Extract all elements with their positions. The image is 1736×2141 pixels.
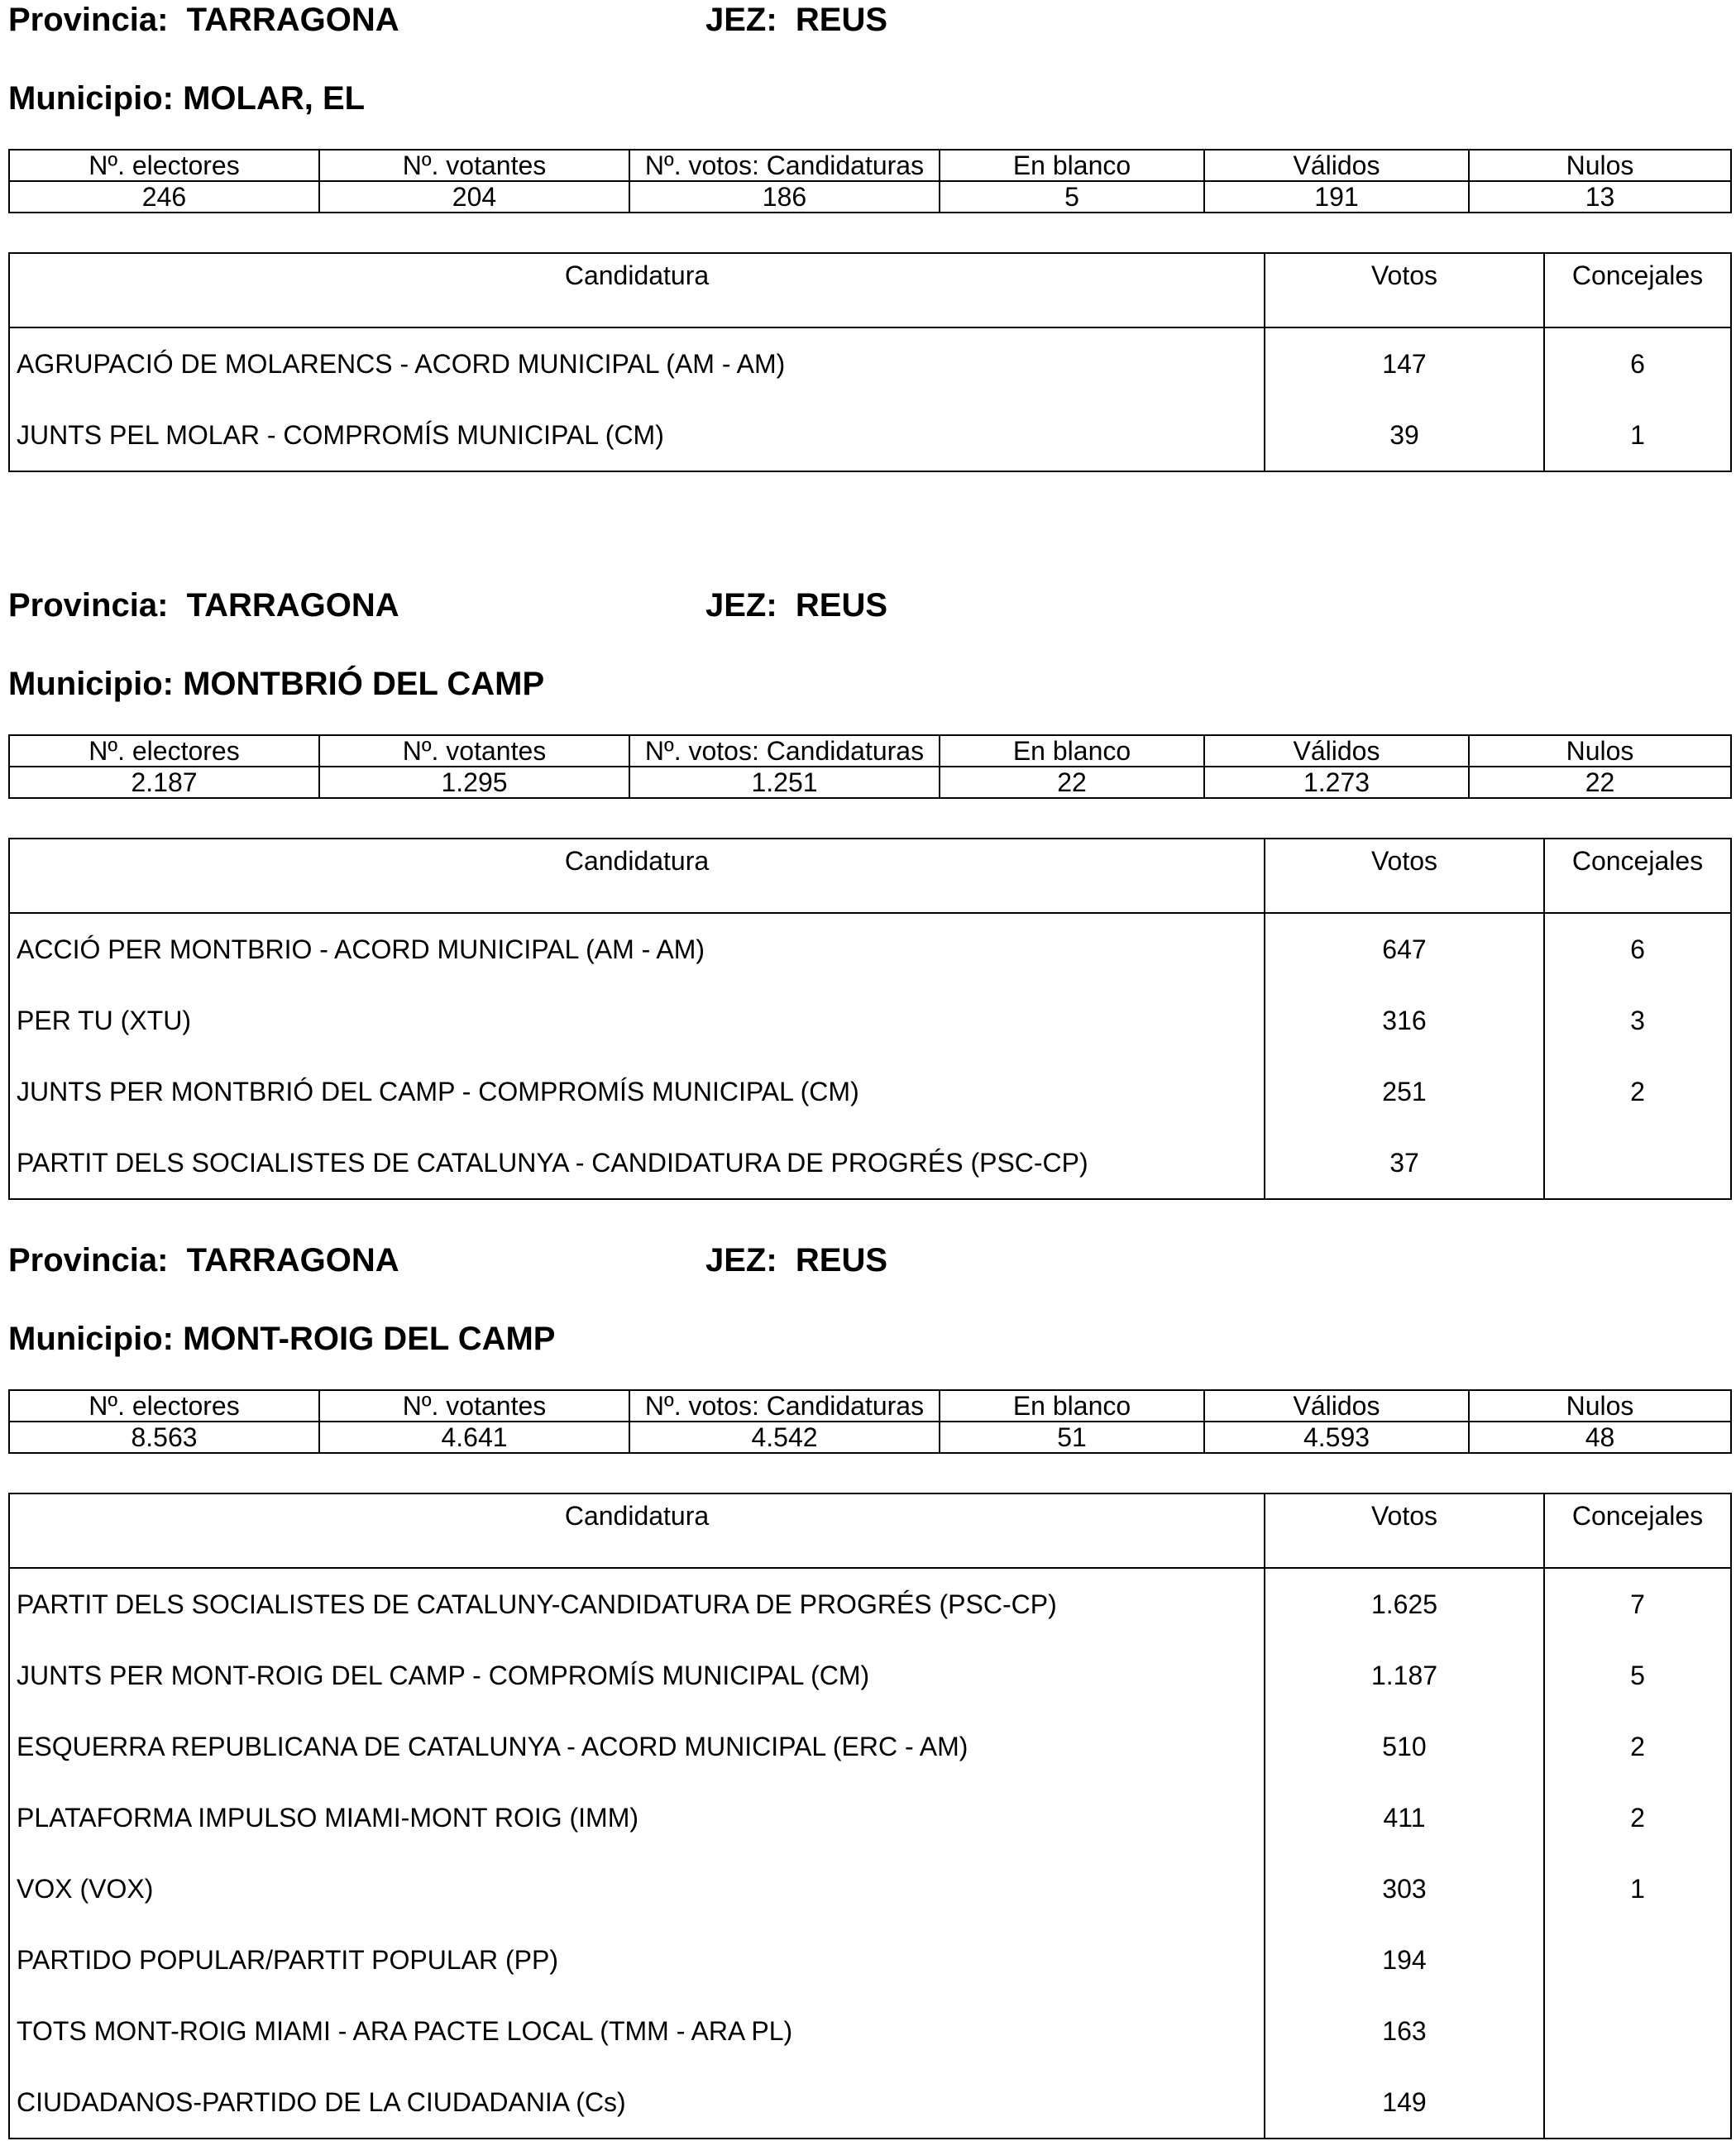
candidatura-name: VOX (VOX) bbox=[9, 1853, 1265, 1924]
stats-value-cell: 51 bbox=[940, 1422, 1204, 1453]
stats-value-cell: 1.251 bbox=[629, 767, 940, 798]
provincia-label: Provincia: bbox=[8, 2, 169, 38]
candidatura-votos: 194 bbox=[1265, 1924, 1544, 1995]
candidatura-concejales: 2 bbox=[1630, 1077, 1645, 1106]
stats-value-cell: 4.641 bbox=[319, 1422, 629, 1453]
municipio-heading bbox=[8, 1319, 555, 1359]
candidaturas-header-row bbox=[9, 839, 1731, 913]
stats-value-cell: 13 bbox=[1469, 181, 1731, 213]
municipio-value: MONT-ROIG DEL CAMP bbox=[183, 1321, 556, 1357]
candidatura-row bbox=[9, 399, 1731, 471]
stats-header-cell: En blanco bbox=[940, 1390, 1204, 1422]
candidatura-name: JUNTS PEL MOLAR - COMPROMÍS MUNICIPAL (CM) bbox=[9, 399, 1265, 471]
candidatura-row bbox=[9, 1782, 1731, 1853]
candidatura-concejales: 6 bbox=[1630, 349, 1645, 379]
jez-label: JEZ: bbox=[705, 587, 777, 624]
candidatura-name: ESQUERRA REPUBLICANA DE CATALUNYA - ACORD MUNICIPAL (ERC - AM) bbox=[9, 1711, 1265, 1782]
stats-header-row bbox=[9, 1390, 1731, 1422]
stats-header-cell: Nº. votos: Candidaturas bbox=[629, 150, 940, 181]
municipio-heading bbox=[8, 664, 544, 704]
provincia-label: Provincia: bbox=[8, 587, 169, 624]
provincia-heading bbox=[8, 585, 399, 625]
jez-heading bbox=[705, 0, 887, 40]
candidatura-name: AGRUPACIÓ DE MOLARENCS - ACORD MUNICIPAL (AM - AM) bbox=[9, 327, 1265, 399]
candidatura-name: ACCIÓ PER MONTBRIO - ACORD MUNICIPAL (AM - AM) bbox=[9, 913, 1265, 985]
candidaturas-header-cell: Votos bbox=[1265, 1493, 1544, 1568]
candidatura-votos: 163 bbox=[1265, 1995, 1544, 2067]
jez-label: JEZ: bbox=[705, 2, 777, 38]
candidatura-name: PARTIDO POPULAR/PARTIT POPULAR (PP) bbox=[9, 1924, 1265, 1995]
stats-header-cell: Nº. votos: Candidaturas bbox=[629, 735, 940, 767]
candidatura-concejales: 2 bbox=[1630, 1732, 1645, 1761]
stats-value-row bbox=[9, 1422, 1731, 1453]
stats-table bbox=[8, 149, 1732, 213]
provincia-value: TARRAGONA bbox=[186, 1242, 399, 1278]
stats-header-cell: Nº. votantes bbox=[319, 150, 629, 181]
candidatura-name: JUNTS PER MONTBRIÓ DEL CAMP - COMPROMÍS MUNICIPAL (CM) bbox=[9, 1056, 1265, 1127]
stats-value-cell: 8.563 bbox=[9, 1422, 319, 1453]
stats-value-cell: 22 bbox=[940, 767, 1204, 798]
candidatura-name: TOTS MONT-ROIG MIAMI - ARA PACTE LOCAL (TMM - ARA PL) bbox=[9, 1995, 1265, 2067]
stats-table bbox=[8, 734, 1732, 799]
jez-value: REUS bbox=[795, 587, 888, 624]
municipio-value: MOLAR, EL bbox=[183, 80, 366, 117]
stats-value-cell: 1.295 bbox=[319, 767, 629, 798]
candidatura-concejales: 5 bbox=[1630, 1661, 1645, 1690]
candidatura-concejales bbox=[1544, 1924, 1731, 1995]
stats-value-row bbox=[9, 767, 1731, 798]
candidatura-votos: 647 bbox=[1265, 913, 1544, 985]
candidaturas-header-row bbox=[9, 1493, 1731, 1568]
candidatura-votos: 37 bbox=[1265, 1127, 1544, 1199]
jez-value: REUS bbox=[795, 1242, 888, 1278]
stats-header-cell: En blanco bbox=[940, 735, 1204, 767]
municipio-value: MONTBRIÓ DEL CAMP bbox=[183, 666, 545, 702]
candidatura-row bbox=[9, 1995, 1731, 2067]
candidatura-name: CIUDADANOS-PARTIDO DE LA CIUDADANIA (Cs) bbox=[9, 2067, 1265, 2139]
stats-value-cell: 246 bbox=[9, 181, 319, 213]
candidatura-concejales: 1 bbox=[1630, 420, 1645, 450]
stats-header-cell: Nº. electores bbox=[9, 1390, 319, 1422]
candidaturas-header-cell: Candidatura bbox=[9, 839, 1265, 913]
municipio-label: Municipio: bbox=[8, 80, 174, 117]
provincia-label: Provincia: bbox=[8, 1242, 169, 1278]
jez-heading bbox=[705, 585, 887, 625]
candidaturas-table bbox=[8, 1493, 1732, 2139]
candidatura-row bbox=[9, 1711, 1731, 1782]
candidatura-concejales: 1 bbox=[1630, 1874, 1645, 1904]
stats-value-cell: 48 bbox=[1469, 1422, 1731, 1453]
candidaturas-header-row bbox=[9, 253, 1731, 327]
candidatura-concejales: 6 bbox=[1630, 934, 1645, 964]
candidatura-votos: 316 bbox=[1265, 985, 1544, 1056]
stats-header-cell: Nº. electores bbox=[9, 735, 319, 767]
stats-header-cell: Nulos bbox=[1469, 1390, 1731, 1422]
municipio-label: Municipio: bbox=[8, 1321, 174, 1357]
candidatura-name: PARTIT DELS SOCIALISTES DE CATALUNYA - CANDIDATURA DE PROGRÉS (PSC-CP) bbox=[9, 1127, 1265, 1199]
stats-header-cell: Nº. votantes bbox=[319, 735, 629, 767]
candidatura-row bbox=[9, 913, 1731, 985]
candidatura-votos: 1.187 bbox=[1265, 1640, 1544, 1711]
candidaturas-table bbox=[8, 252, 1732, 472]
jez-heading bbox=[705, 1240, 887, 1280]
candidatura-concejales: 7 bbox=[1630, 1589, 1645, 1619]
stats-header-cell: Nº. votos: Candidaturas bbox=[629, 1390, 940, 1422]
stats-header-cell: Nulos bbox=[1469, 150, 1731, 181]
stats-value-row bbox=[9, 181, 1731, 213]
candidatura-row bbox=[9, 1056, 1731, 1127]
candidatura-name: PARTIT DELS SOCIALISTES DE CATALUNY-CANDIDATURA DE PROGRÉS (PSC-CP) bbox=[9, 1568, 1265, 1640]
municipio-label: Municipio: bbox=[8, 666, 174, 702]
candidatura-row bbox=[9, 1853, 1731, 1924]
candidatura-votos: 251 bbox=[1265, 1056, 1544, 1127]
stats-value-cell: 1.273 bbox=[1204, 767, 1469, 798]
candidatura-votos: 303 bbox=[1265, 1853, 1544, 1924]
candidatura-name: PLATAFORMA IMPULSO MIAMI-MONT ROIG (IMM) bbox=[9, 1782, 1265, 1853]
candidatura-row bbox=[9, 1640, 1731, 1711]
candidaturas-header-cell: Votos bbox=[1265, 839, 1544, 913]
candidatura-votos: 147 bbox=[1265, 327, 1544, 399]
candidaturas-header-cell: Candidatura bbox=[9, 253, 1265, 327]
candidatura-row bbox=[9, 1924, 1731, 1995]
candidatura-name: PER TU (XTU) bbox=[9, 985, 1265, 1056]
stats-header-cell: En blanco bbox=[940, 150, 1204, 181]
stats-header-cell: Válidos bbox=[1204, 1390, 1469, 1422]
candidatura-votos: 39 bbox=[1265, 399, 1544, 471]
candidatura-votos: 1.625 bbox=[1265, 1568, 1544, 1640]
candidaturas-header-cell: Votos bbox=[1265, 253, 1544, 327]
candidatura-votos: 149 bbox=[1265, 2067, 1544, 2139]
stats-value-cell: 22 bbox=[1469, 767, 1731, 798]
jez-label: JEZ: bbox=[705, 1242, 777, 1278]
candidatura-concejales bbox=[1544, 2067, 1731, 2139]
candidaturas-header-cell: Concejales bbox=[1544, 839, 1731, 913]
candidatura-concejales: 2 bbox=[1630, 1803, 1645, 1833]
candidatura-row bbox=[9, 2067, 1731, 2139]
candidatura-name: JUNTS PER MONT-ROIG DEL CAMP - COMPROMÍS MUNICIPAL (CM) bbox=[9, 1640, 1265, 1711]
stats-header-row bbox=[9, 735, 1731, 767]
candidaturas-table bbox=[8, 838, 1732, 1200]
stats-value-cell: 191 bbox=[1204, 181, 1469, 213]
stats-value-cell: 2.187 bbox=[9, 767, 319, 798]
stats-header-cell: Válidos bbox=[1204, 735, 1469, 767]
candidatura-votos: 411 bbox=[1265, 1782, 1544, 1853]
stats-table bbox=[8, 1389, 1732, 1454]
candidaturas-header-cell: Concejales bbox=[1544, 1493, 1731, 1568]
candidatura-row bbox=[9, 1127, 1731, 1199]
provincia-value: TARRAGONA bbox=[186, 587, 399, 624]
candidatura-row bbox=[9, 985, 1731, 1056]
stats-value-cell: 204 bbox=[319, 181, 629, 213]
provincia-value: TARRAGONA bbox=[186, 2, 399, 38]
stats-header-row bbox=[9, 150, 1731, 181]
provincia-heading bbox=[8, 1240, 399, 1280]
candidatura-concejales bbox=[1544, 1127, 1731, 1199]
stats-header-cell: Nº. votantes bbox=[319, 1390, 629, 1422]
candidatura-row bbox=[9, 1568, 1731, 1640]
stats-value-cell: 186 bbox=[629, 181, 940, 213]
municipio-heading bbox=[8, 79, 365, 118]
candidatura-concejales: 3 bbox=[1630, 1006, 1645, 1035]
candidatura-votos: 510 bbox=[1265, 1711, 1544, 1782]
stats-header-cell: Nulos bbox=[1469, 735, 1731, 767]
candidatura-row bbox=[9, 327, 1731, 399]
candidaturas-header-cell: Candidatura bbox=[9, 1493, 1265, 1568]
candidaturas-header-cell: Concejales bbox=[1544, 253, 1731, 327]
stats-value-cell: 4.542 bbox=[629, 1422, 940, 1453]
provincia-heading bbox=[8, 0, 399, 40]
jez-value: REUS bbox=[795, 2, 888, 38]
stats-value-cell: 4.593 bbox=[1204, 1422, 1469, 1453]
stats-header-cell: Válidos bbox=[1204, 150, 1469, 181]
candidatura-concejales bbox=[1544, 1995, 1731, 2067]
stats-value-cell: 5 bbox=[940, 181, 1204, 213]
stats-header-cell: Nº. electores bbox=[9, 150, 319, 181]
